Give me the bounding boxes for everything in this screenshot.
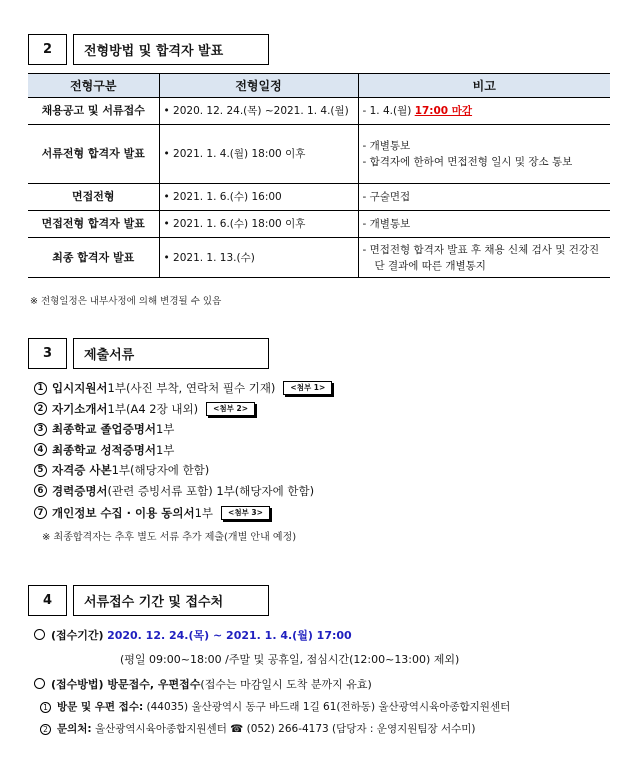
row-schedule: • 2021. 1. 6.(수) 18:00 이후: [159, 211, 358, 238]
attachment-tag: <첨부 2>: [206, 402, 255, 416]
doc-desc: 1부: [155, 422, 175, 437]
doc-title: 입시지원서: [52, 381, 108, 396]
row-note: - 구술면접: [358, 184, 610, 211]
number-badge: 2: [40, 724, 51, 735]
documents-footnote: ※ 최종합격자는 추후 별도 서류 추가 제출(개별 안내 예정): [42, 532, 297, 543]
list-item: [34, 460, 594, 481]
row-schedule: • 2021. 1. 13.(수): [159, 238, 358, 278]
table-row: [28, 238, 610, 278]
doc-desc: 1부: [155, 442, 175, 457]
doc-title: 최종학교 성적증명서: [52, 442, 156, 457]
note-line: - 합격자에 한하여 면접전형 일시 및 장소 통보: [362, 156, 573, 168]
section-number: 4: [28, 585, 67, 616]
period-line: [34, 627, 604, 643]
row-category: 면접전형: [28, 184, 159, 211]
section-3-header: [28, 338, 269, 369]
table-row: [28, 211, 610, 238]
section-4-header: [28, 585, 269, 616]
number-badge: 7: [34, 506, 47, 519]
attachment-tag: <첨부 3>: [221, 506, 270, 520]
row-note: - 면접전형 합격자 발표 후 채용 신체 검사 및 건강진단 결과에 따른 개별통지: [358, 238, 610, 278]
circle-icon: [34, 678, 45, 689]
list-item: [34, 378, 594, 399]
row-note: [358, 125, 610, 184]
schedule-footnote: ※ 전형일정은 내부사정에 의해 변경될 수 있음: [30, 296, 222, 307]
period-hours: (평일 09:00~18:00 /주말 및 공휴일, 점심시간(12:00~13:00) 제외): [120, 653, 460, 666]
schedule-table: [28, 73, 610, 278]
row-category: 서류전형 합격자 발표: [28, 125, 159, 184]
number-badge: 5: [34, 464, 47, 477]
row-schedule: • 2021. 1. 4.(월) 18:00 이후: [159, 125, 358, 184]
section-2-header: [28, 34, 269, 65]
contact-label: 문의처:: [57, 723, 92, 735]
contact-line: [40, 721, 610, 736]
number-badge: 3: [34, 423, 47, 436]
doc-title: 자기소개서: [52, 401, 108, 416]
section-title: 제출서류: [73, 338, 269, 369]
number-badge: 1: [34, 382, 47, 395]
visit-line: [40, 699, 610, 714]
section-number: 2: [28, 34, 67, 65]
row-category: 채용공고 및 서류접수: [28, 98, 159, 125]
list-item: [34, 419, 594, 440]
number-badge: 4: [34, 443, 47, 456]
table-row: [28, 98, 610, 125]
circle-icon: [34, 629, 45, 640]
document-list: [34, 378, 594, 524]
section-title: 서류접수 기간 및 접수처: [73, 585, 269, 616]
row-schedule: • 2021. 1. 6.(수) 16:00: [159, 184, 358, 211]
list-item: [34, 481, 594, 502]
list-item: [34, 440, 594, 461]
row-schedule: • 2020. 12. 24.(목) ~2021. 1. 4.(월): [159, 98, 358, 125]
method-line: [34, 676, 604, 692]
number-badge: 1: [40, 702, 51, 713]
number-badge: 2: [34, 402, 47, 415]
list-item: [34, 399, 594, 420]
period-label: (접수기간): [51, 629, 104, 642]
method-desc: (접수는 마감일시 도착 분까지 유효): [200, 678, 372, 691]
section-number: 3: [28, 338, 67, 369]
doc-title: 자격증 사본: [52, 463, 112, 478]
table-row: [28, 184, 610, 211]
visit-label: 방문 및 우편 접수:: [57, 701, 144, 713]
col-header-note: 비고: [358, 74, 610, 98]
table-row: [28, 125, 610, 184]
deadline-highlight: 17:00 마감: [414, 105, 473, 117]
method-label: (접수방법) 방문접수, 우편접수: [51, 678, 201, 691]
note-text: - 1. 4.(월): [362, 105, 415, 117]
attachment-tag: <첨부 1>: [283, 381, 332, 395]
doc-desc: 1부(A4 2장 내외): [107, 401, 199, 416]
list-item: [34, 501, 594, 524]
col-header-category: 전형구분: [28, 74, 159, 98]
row-note: [358, 98, 610, 125]
doc-desc: 1부(사진 부착, 연락처 필수 기재): [107, 381, 276, 396]
doc-title: 개인정보 수집 · 이용 동의서: [52, 505, 195, 520]
row-category: 최종 합격자 발표: [28, 238, 159, 278]
doc-title: 경력증명서: [52, 483, 108, 498]
col-header-schedule: 전형일정: [159, 74, 358, 98]
doc-desc: 1부: [194, 505, 214, 520]
doc-title: 최종학교 졸업증명서: [52, 422, 156, 437]
row-category: 면접전형 합격자 발표: [28, 211, 159, 238]
number-badge: 6: [34, 484, 47, 497]
doc-desc: (관련 증빙서류 포함) 1부(해당자에 한함): [107, 483, 315, 498]
note-line: - 개별통보: [362, 140, 411, 152]
doc-desc: 1부(해당자에 한함): [111, 463, 210, 478]
section-title: 전형방법 및 합격자 발표: [73, 34, 269, 65]
contact-value: 울산광역시육아종합지원센터 ☎ (052) 266-4173 (담당자 : 운영지원팀장 서수미): [94, 723, 476, 735]
period-value: 2020. 12. 24.(목) ~ 2021. 1. 4.(월) 17:00: [107, 629, 352, 642]
visit-value: (44035) 울산광역시 동구 바드래 1길 61(전하동) 울산광역시육아종합지원센터: [146, 701, 511, 713]
row-note: - 개별통보: [358, 211, 610, 238]
